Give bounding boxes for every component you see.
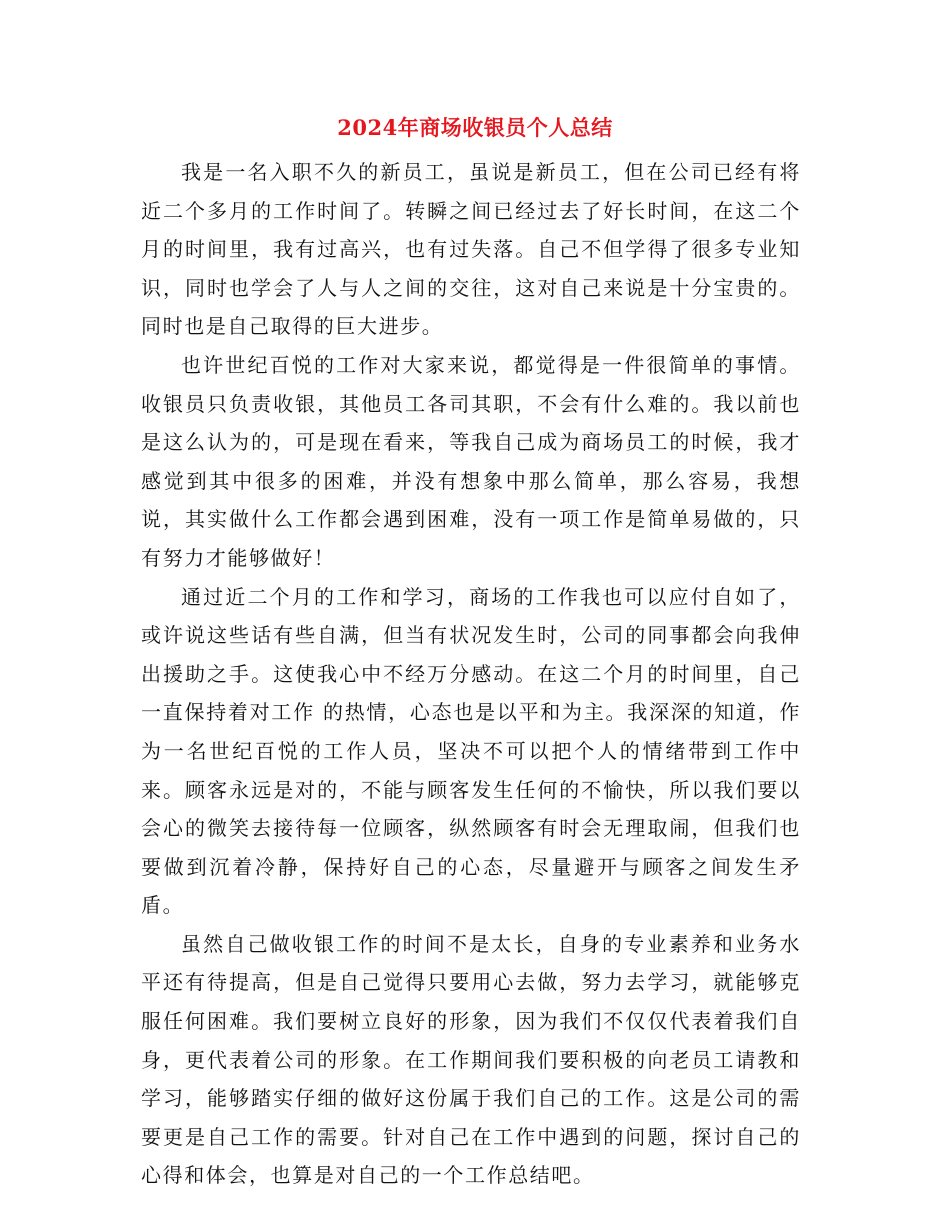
document-title: 2024年商场收银员个人总结 [337,115,613,140]
paragraph-4: 虽然自己做收银工作的时间不是太长，自身的专业素养和业务水平还有待提高，但是自己觉得只要用心去做，努力去学习，就能够克服任何困难。我们要树立良好的形象，因为我们不仅仅代表着我们自身，更代表着公司的形象。在工作期间我们要积极的向老员工请教和学习，能够踏实仔细的做好这份属于我们自己的工作。这是公司的需要更是自己工作的需要。针对自己在工作中遇到的问题，探讨自己的心得和体会，也算是对自己的一个工作总结吧。 [141,931,801,1188]
paragraph-2: 也许世纪百悦的工作对大家来说，都觉得是一件很简单的事情。收银员只负责收银，其他员工各司其职，不会有什么难的。我以前也是这么认为的，可是现在看来，等我自己成为商场员工的时候，我才感觉到其中很多的困难，并没有想象中那么简单，那么容易，我想说，其实做什么工作都会遇到困难，没有一项工作是简单易做的，只有努力才能够做好！ [141,352,801,570]
paragraph-1: 我是一名入职不久的新员工，虽说是新员工，但在公司已经有将近二个多月的工作时间了。转瞬之间已经过去了好长时间，在这二个月的时间里，我有过高兴，也有过失落。自己不但学得了很多专业知识，同时也学会了人与人之间的交往，这对自己来说是十分宝贵的。同时也是自己取得的巨大进步。 [141,160,801,339]
document-body [141,153,801,1195]
paragraph-3: 通过近二个月的工作和学习，商场的工作我也可以应付自如了，或许说这些话有些自满，但当有状况发生时，公司的同事都会向我伸出援助之手。这使我心中不经万分感动。在这二个月的时间里，自己一直保持着对工作 的热情，心态也是以平和为主。我深深的知道，作为一名世纪百悦的工作人员，坚决不可以把个人的情绪带到工作中来。顾客永远是对的，不能与顾客发生任何的不愉快，所以我们要以会心的微笑去接待每一位顾客，纵然顾客有时会无理取闹，但我们也要做到沉着冷静，保持好自己的心态，尽量避开与顾客之间发生矛盾。 [141,584,801,918]
